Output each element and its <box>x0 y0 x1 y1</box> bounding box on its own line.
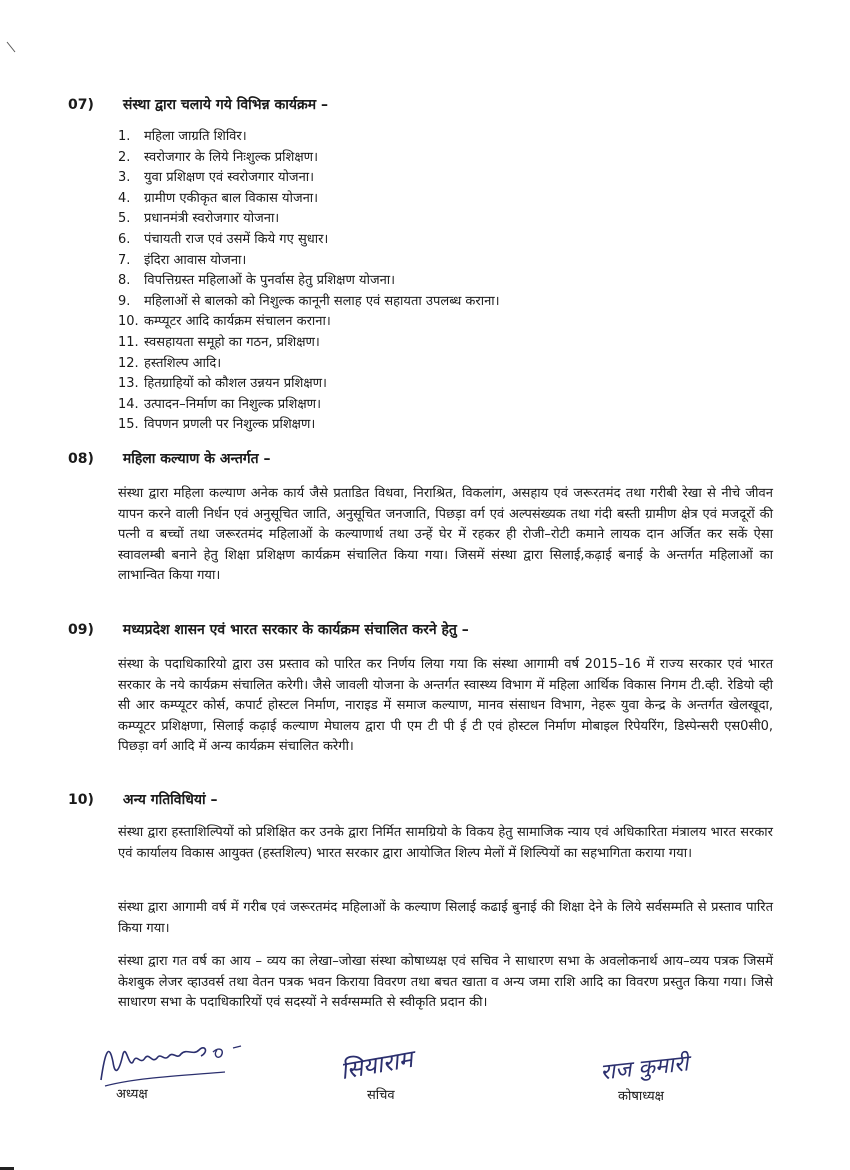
section-number: 09) <box>68 622 94 638</box>
list-item <box>118 333 500 354</box>
list-item-number: 4. <box>118 190 131 206</box>
list-item <box>118 374 500 395</box>
section-number: 10) <box>68 792 94 808</box>
president-label: अध्यक्ष <box>116 1087 148 1102</box>
list-item <box>118 415 500 436</box>
list-item-text: महिला जाग्रति शिविर। <box>144 129 247 144</box>
list-item <box>118 312 500 333</box>
list-item-number: 2. <box>118 149 131 165</box>
president-signature <box>95 1032 245 1092</box>
list-item-number: 5. <box>118 211 131 227</box>
programs-list <box>118 127 500 436</box>
section-10-paragraph-1: संस्था द्वारा हस्ताशिल्पियों को प्रशिक्षित कर उनके द्वारा निर्मित सामग्रियो के विकय हेतु सामाजिक न्याय एवं अधिकारिता मंत्रालय भारत सरकार एवं कार्यालय विकास आयुक्त (हस्तशिल्प) भारत सरकार द्वारा आयोजित शिल्प मेलों में शिल्पियों का सहभागिता कराया गया। <box>118 825 773 861</box>
list-item-text: युवा प्रशिक्षण एवं स्वरोजगार योजना। <box>144 170 315 186</box>
list-item-number: 8. <box>118 273 131 289</box>
list-item-number: 11. <box>118 334 139 350</box>
list-item <box>118 148 500 169</box>
section-number: 07) <box>68 97 94 113</box>
list-item <box>118 354 500 375</box>
list-item-text: विपत्तिग्रस्त महिलाओं के पुनर्वास हेतु प्रशिक्षण योजना। <box>144 273 396 289</box>
list-item-text: पंचायती राज एवं उसमें किये गए सुधार। <box>144 231 329 247</box>
list-item-number: 9. <box>118 293 131 309</box>
list-item <box>118 292 500 313</box>
list-item-number: 10. <box>118 314 139 330</box>
list-item-number: 12. <box>118 355 139 371</box>
list-item <box>118 209 500 230</box>
section-10-paragraph-2: संस्था द्वारा आगामी वर्ष में गरीब एवं जरूरतमंद महिलाओं के कल्याण सिलाई कढाई बुनाई की शिक्षा देने के लिये सर्वसम्मति से प्रस्ताव पारित किया गया। <box>118 900 773 936</box>
section-09-body: संस्था के पदाधिकारियो द्वारा उस प्रस्ताव को पारित कर निर्णय लिया गया कि संस्था आगामी वर्ष 2015–16 में राज्य सरकार एवं भारत सरकार के नये कार्यक्रम संचालित करेगी। जैसे जावली योजना के अन्तर्गत स्वास्थ्य विभाग में महिला आर्थिक विकास निगम टी.व्ही. रेडियो व्ही सी आर कम्प्यूटर कोर्स, कपार्ट होस्टल निर्माण, नाराइड में समाज कल्याण, मानव संसाधन विभाग, नेहरू युवा केन्द्र के अन्तर्गत खेलखूदा, कम्प्यूटर प्रशिक्षणा, सिलाई कढ़ाई कल्याण मेघालय द्वारा पी एम टी पी ई टी एवं होस्टल निर्माण मोबाइल रिपेयरिंग, डिस्पेन्सरी एस0सी0, पिछड़ा वर्ग आदि में अन्य कार्यक्रम संचालित करेगी। <box>118 657 773 754</box>
section-10-paragraph-3: संस्था द्वारा गत वर्ष का आय – व्यय का लेखा–जोखा संस्था कोषाध्यक्ष एवं सचिव ने साधारण सभा के अवलोकनार्थ आय–व्यय पत्रक जिसमें केशबुक लेजर व्हाउवर्स तथा वेतन पत्रक भवन किराया विवरण तथा बचत खाता व अन्य जमा राशि आदि का विवरण प्रस्तुत किया गया। जिसे साधारण सभा के पदाधिकारियों एवं सदस्यों ने सर्वग्सम्मति से स्वीकृति प्रदान की। <box>118 954 773 1010</box>
list-item <box>118 168 500 189</box>
section-08-heading <box>68 449 271 468</box>
list-item-text: हितग्राहियों को कौशल उन्नयन प्रशिक्षण। <box>144 376 327 392</box>
list-item <box>118 230 500 251</box>
list-item-text: महिलाओं से बालको को निशुल्क कानूनी सलाह एवं सहायता उपलब्ध कराना। <box>144 293 500 309</box>
list-item-text: इंदिरा आवास योजना। <box>144 252 247 268</box>
section-07-heading <box>68 95 328 114</box>
list-item-number: 3. <box>118 170 131 186</box>
section-title: मध्यप्रदेश शासन एवं भारत सरकार के कार्यक्रम संचालित करने हेतु – <box>122 622 469 638</box>
list-item-number: 15. <box>118 417 139 433</box>
list-item-number: 13. <box>118 376 139 392</box>
list-item-number: 6. <box>118 231 131 247</box>
list-item-text: स्वसहायता समूहो का गठन, प्रशिक्षण। <box>144 334 320 350</box>
list-item <box>118 189 500 210</box>
list-item-text: स्वरोजगार के लिये निःशुल्क प्रशिक्षण। <box>144 149 318 165</box>
section-09-heading <box>68 620 469 639</box>
scan-mark <box>6 40 18 56</box>
section-title: अन्य गतिविधियां – <box>122 792 218 808</box>
list-item-text: कम्प्यूटर आदि कार्यक्रम संचालन कराना। <box>144 314 331 330</box>
list-item-number: 7. <box>118 252 131 268</box>
list-item <box>118 127 500 148</box>
list-item-text: प्रधानमंत्री स्वरोजगार योजना। <box>144 211 280 227</box>
list-item <box>118 271 500 292</box>
treasurer-signature: राज कुमारी <box>599 1051 690 1086</box>
treasurer-label: कोषाध्यक्ष <box>618 1089 664 1104</box>
list-item-text: उत्पादन–निर्माण का निशुल्क प्रशिक्षण। <box>144 396 322 412</box>
section-number: 08) <box>68 451 94 467</box>
section-10-heading <box>68 790 217 809</box>
section-title: संस्था द्वारा चलाये गये विभिन्न कार्यक्रम – <box>122 97 328 113</box>
list-item <box>118 251 500 272</box>
list-item-number: 1. <box>118 129 131 144</box>
secretary-label: सचिव <box>367 1088 395 1103</box>
scan-edge <box>0 1164 850 1170</box>
list-item-text: हस्तशिल्प आदि। <box>144 355 222 371</box>
section-08-body: संस्था द्वारा महिला कल्याण अनेक कार्य जैसे प्रताडित विधवा, निराश्रित, विकलांग, असहाय एवं जरूरतमंद तथा गरीबी रेखा से नीचे जीवन यापन करने वाली निर्धन एवं अनुसूचित जाति, अनुसूचित जनजाति, पिछड़ा वर्ग एवं अल्पसंख्यक तथा गंदी बस्ती ग्रामीण क्षेत्र एवं मजदूरों की पत्नी व बच्चों तथा जरूरतमंद महिलाओं के कल्याणार्थ तथा उन्हें घेर में रहकर ही रोजी–रोटी कमाने लायक दान अर्जित कर सकें ऐसा स्वावलम्बी बनाने हेतु शिक्षा प्रशिक्षण कार्यक्रम संचालित किया गया। जिसमें संस्था द्वारा सिलाई,कढ़ाई बनाई के अन्तर्गत महिलाओं का लाभान्वित किया गया। <box>118 486 773 583</box>
list-item-text: ग्रामीण एकीकृत बाल विकास योजना। <box>144 190 319 206</box>
list-item <box>118 395 500 416</box>
list-item-number: 14. <box>118 396 139 412</box>
section-title: महिला कल्याण के अन्तर्गत – <box>122 451 271 467</box>
list-item-text: विपणन प्रणली पर निशुल्क प्रशिक्षण। <box>144 417 316 433</box>
secretary-signature: सियाराम <box>338 1044 415 1086</box>
